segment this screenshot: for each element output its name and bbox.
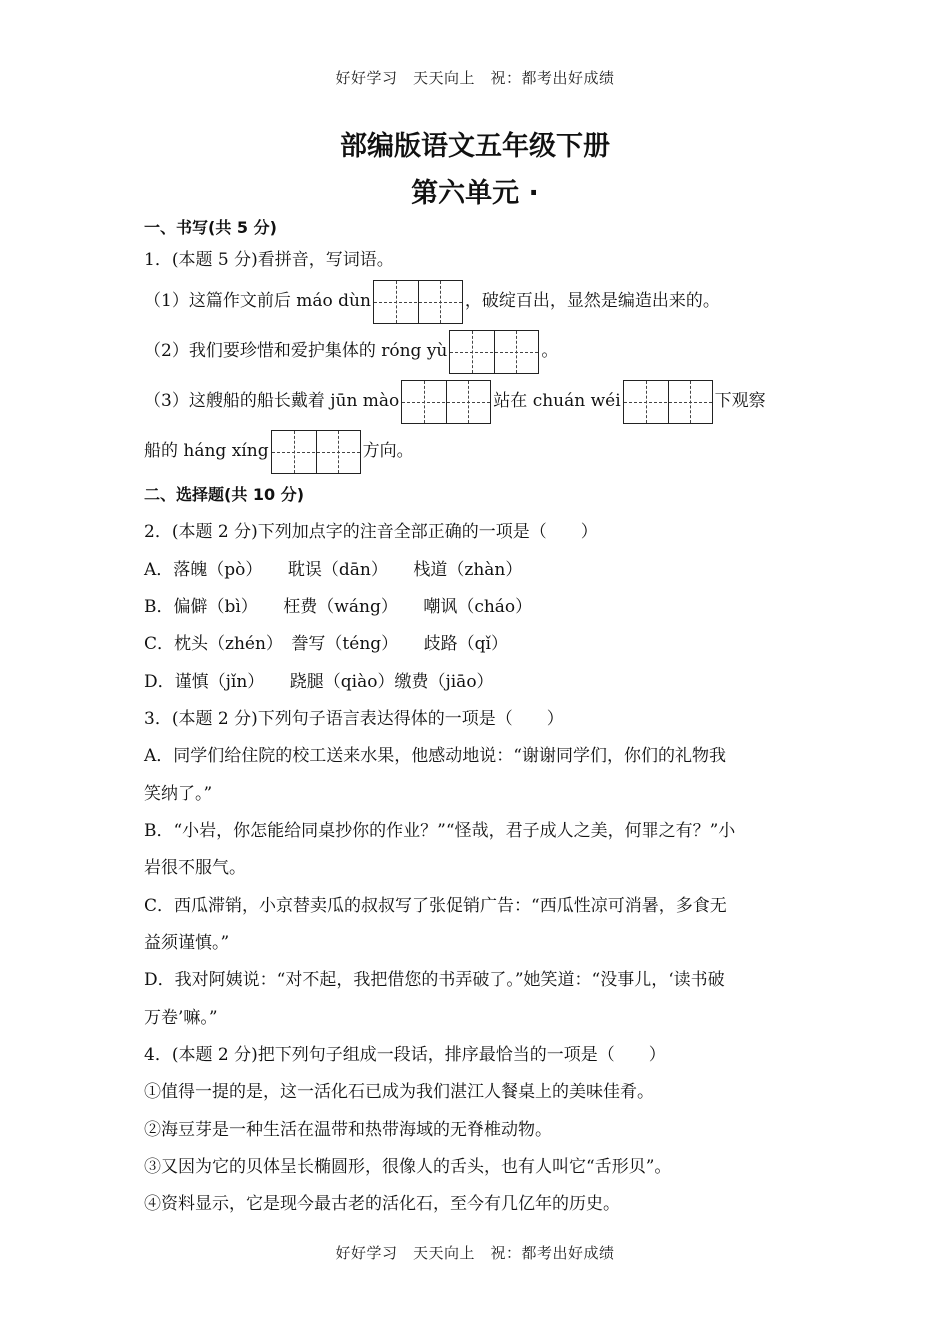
question-3-option-c-cont: 益须谨慎。” bbox=[144, 933, 230, 953]
question-2-stem: 2．(本题 2 分)下列加点字的注音全部正确的一项是（ ） bbox=[144, 522, 598, 542]
question-3-option-a[interactable]: A．同学们给住院的校工送来水果，他感动地说：“谢谢同学们，你们的礼物我 bbox=[144, 746, 726, 766]
section-heading-choice: 二、选择题(共 10 分) bbox=[144, 485, 305, 504]
question-2-option-c[interactable]: C．枕头（zhén） 誊写（téng） 歧路（qǐ） bbox=[144, 634, 508, 654]
section-heading-writing: 一、书写(共 5 分) bbox=[144, 218, 277, 237]
question-1-part-3-cont bbox=[144, 428, 414, 474]
question-4-sentence-1: ①值得一提的是，这一活化石已成为我们湛江人餐桌上的美味佳肴。 bbox=[144, 1082, 654, 1102]
part-3-text-c: 下观察 bbox=[714, 391, 766, 411]
question-1-part-1 bbox=[144, 278, 720, 324]
question-1-stem: 1．(本题 5 分)看拼音，写词语。 bbox=[144, 250, 394, 270]
part-1-text-before: （1）这篇作文前后 máo dùn bbox=[144, 291, 371, 311]
question-3-option-b[interactable]: B．“小岩，你怎能给同桌抄你的作业？”“怪哉，君子成人之美，何罪之有？”小 bbox=[144, 821, 736, 841]
question-3-option-d[interactable]: D．我对阿姨说：“对不起，我把借您的书弄破了。”她笑道：“没事儿，‘读书破 bbox=[144, 970, 725, 990]
question-2-option-a[interactable]: A．落魄（pò） 耽误（dān） 栈道（zhàn） bbox=[144, 560, 523, 580]
question-3-option-b-cont: 岩很不服气。 bbox=[144, 858, 246, 878]
question-4-sentence-2: ②海豆芽是一种生活在温带和热带海域的无脊椎动物。 bbox=[144, 1120, 552, 1140]
question-3-option-a-cont: 笑纳了。” bbox=[144, 784, 213, 804]
part-3-text-d: 船的 háng xíng bbox=[144, 441, 269, 461]
answer-grid-rongyu[interactable] bbox=[449, 330, 539, 374]
question-1-part-3 bbox=[144, 378, 766, 424]
answer-grid-chuanwei[interactable] bbox=[623, 380, 713, 424]
part-3-text-e: 方向。 bbox=[362, 441, 414, 461]
answer-grid-maodun[interactable] bbox=[373, 280, 463, 324]
question-2-option-b[interactable]: B．偏僻（bì） 枉费（wáng） 嘲讽（cháo） bbox=[144, 597, 533, 617]
question-3-option-d-cont: 万卷’嘛。” bbox=[144, 1008, 218, 1028]
question-2-option-d[interactable]: D．谨慎（jǐn） 跷腿（qiào）缴费（jiāo） bbox=[144, 672, 494, 692]
question-4-sentence-4: ④资料显示，它是现今最古老的活化石，至今有几亿年的历史。 bbox=[144, 1194, 620, 1214]
document-subtitle: 第六单元 · bbox=[411, 178, 539, 209]
question-3-option-c[interactable]: C．西瓜滞销，小京替卖瓜的叔叔写了张促销广告：“西瓜性凉可消暑，多食无 bbox=[144, 896, 727, 916]
question-4-sentence-3: ③又因为它的贝体呈长椭圆形，很像人的舌头，也有人叫它“舌形贝”。 bbox=[144, 1157, 672, 1177]
part-1-text-after: ，破绽百出，显然是编造出来的。 bbox=[464, 291, 720, 311]
question-1-part-2 bbox=[144, 328, 558, 374]
answer-grid-hangxing[interactable] bbox=[271, 430, 361, 474]
document-title: 部编版语文五年级下册 bbox=[340, 131, 610, 162]
part-2-text-before: （2）我们要珍惜和爱护集体的 róng yù bbox=[144, 341, 448, 361]
answer-grid-junmao[interactable] bbox=[401, 380, 491, 424]
part-3-text-a: （3）这艘船的船长戴着 jūn mào bbox=[144, 391, 400, 411]
part-2-text-after: 。 bbox=[541, 341, 559, 361]
part-3-text-b: 站在 chuán wéi bbox=[493, 391, 621, 411]
page-footer: 好好学习 天天向上 祝：都考出好成绩 bbox=[335, 1244, 615, 1262]
question-3-stem: 3．(本题 2 分)下列句子语言表达得体的一项是（ ） bbox=[144, 709, 564, 729]
page-header: 好好学习 天天向上 祝：都考出好成绩 bbox=[335, 69, 615, 87]
question-4-stem: 4．(本题 2 分)把下列句子组成一段话，排序最恰当的一项是（ ） bbox=[144, 1045, 666, 1065]
